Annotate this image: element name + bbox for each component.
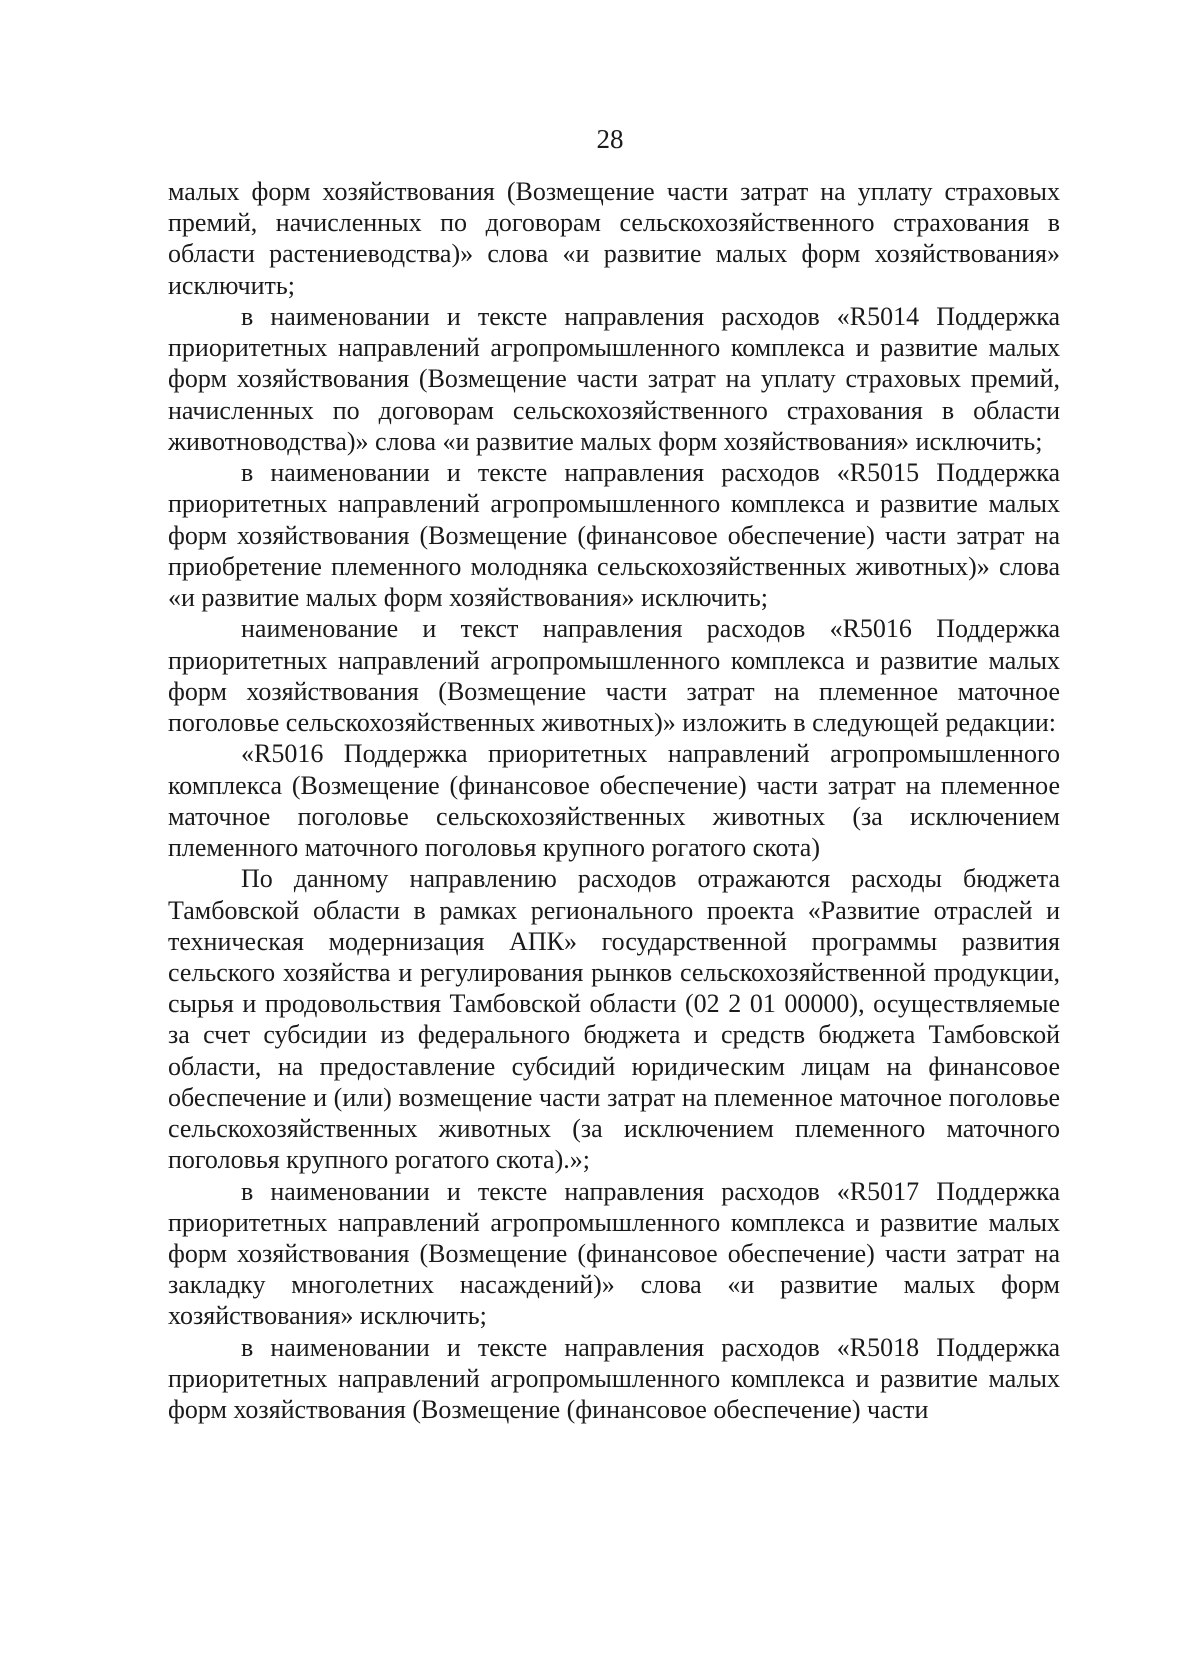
paragraph-r5016-description: По данному направлению расходов отражаются расходы бюджета Тамбовской области в рамках регионального проекта «Развитие отраслей и техническая модернизация АПК» государственной программы развития сельского хозяйства и регулирования рынков сельскохозяйственной продукции, сырья и продовольствия Тамбовской области (02 2 01 00000), осуществляемые за счет субсидии из федерального бюджета и средств бюджета Тамбовской области, на предоставление субсидий юридическим лицам на финансовое обеспечение и (или) возмещение части затрат на племенное маточное поголовье сельскохозяйственных животных (за исключением племенного маточного поголовья крупного рогатого скота).»; [168, 864, 1060, 1175]
paragraph-r5016: наименование и текст направления расходов «R5016 Поддержка приоритетных направлений агропромышленного комплекса и развитие малых форм хозяйствования (Возмещение части затрат на племенное маточное поголовье сельскохозяйственных животных)» изложить в следующей редакции: [168, 614, 1060, 738]
paragraph-r5016-new-title: «R5016 Поддержка приоритетных направлений агропромышленного комплекса (Возмещение (финансовое обеспечение) части затрат на племенное маточное поголовье сельскохозяйственных животных (за исключением племенного маточного поголовья крупного рогатого скота) [168, 739, 1060, 863]
paragraph-r5018: в наименовании и тексте направления расходов «R5018 Поддержка приоритетных направлений агропромышленного комплекса и развитие малых форм хозяйствования (Возмещение (финансовое обеспечение) части [168, 1332, 1060, 1425]
paragraph-r5014: в наименовании и тексте направления расходов «R5014 Поддержка приоритетных направлений агропромышленного комплекса и развитие малых форм хозяйствования (Возмещение части затрат на уплату страховых премий, начисленных по договорам сельскохозяйственного страхования в области животноводства)» слова «и развитие малых форм хозяйствования» исключить; [168, 302, 1060, 456]
document-body [168, 176, 1060, 1425]
paragraph-r5015: в наименовании и тексте направления расходов «R5015 Поддержка приоритетных направлений агропромышленного комплекса и развитие малых форм хозяйствования (Возмещение (финансовое обеспечение) части затрат на приобретение племенного молодняка сельскохозяйственных животных)» слова «и развитие малых форм хозяйствования» исключить; [168, 458, 1060, 613]
page-number: 28 [596, 124, 624, 154]
paragraph-r5017: в наименовании и тексте направления расходов «R5017 Поддержка приоритетных направлений агропромышленного комплекса и развитие малых форм хозяйствования (Возмещение (финансовое обеспечение) части затрат на закладку многолетних насаждений)» слова «и развитие малых форм хозяйствования» исключить; [168, 1176, 1060, 1331]
paragraph-continuation: малых форм хозяйствования (Возмещение части затрат на уплату страховых премий, начисленных по договорам сельскохозяйственного страхования в области растениеводства)» слова «и развитие малых форм хозяйствования» исключить; [168, 177, 1060, 300]
